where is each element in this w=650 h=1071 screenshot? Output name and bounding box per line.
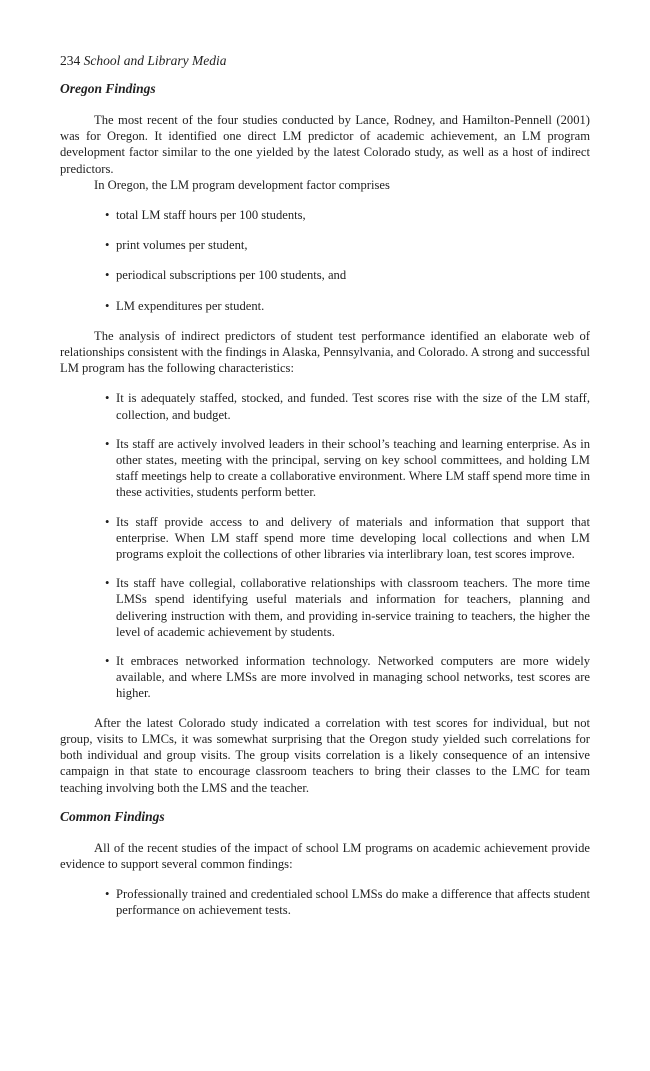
bullet-icon: •	[105, 238, 110, 253]
list-item: • It embraces networked information technology. Networked computers are more widely available, and where LMSs are more involved in managing school networks, test scores are higher.	[105, 654, 590, 701]
group-visits-paragraph: After the latest Colorado study indicated a correlation with test scores for individual, but not group, visits to LMCs, it was somewhat surprising that the Oregon study yielded such correlations for both individual and group visits. The group visits correlation is a likely consequence of an intensive campaign in that state to encourage classroom teachers to bring their classes to the LMC for team teaching involving both the LMS and the teacher.	[60, 715, 590, 795]
oregon-findings-heading: Oregon Findings	[60, 81, 156, 96]
list-item: • Professionally trained and credentialed school LMSs do make a difference that affects student performance on achievement tests.	[105, 887, 590, 918]
common-findings-heading: Common Findings	[60, 808, 165, 824]
list-item: • Its staff have collegial, collaborative relationships with classroom teachers. The more time LMSs spend identifying useful materials and information for teachers, planning and delivering instruction with them, and providing in-service training to teachers, the higher the level of academic achievement by students.	[105, 576, 590, 639]
bullet-icon: •	[105, 576, 110, 591]
bullet-icon: •	[105, 436, 110, 451]
bullet-icon: •	[105, 514, 110, 529]
factor-list	[60, 207, 590, 314]
book-page	[60, 52, 590, 932]
list-item: • periodical subscriptions per 100 students, and	[105, 268, 347, 283]
bullet-icon: •	[105, 208, 110, 223]
bullet-icon: •	[105, 654, 110, 669]
book-title: School and Library Media	[83, 53, 227, 68]
running-head	[60, 52, 590, 70]
bullet-icon: •	[105, 298, 110, 313]
page-number: 234	[60, 53, 81, 68]
characteristics-list	[60, 390, 590, 701]
list-item: • total LM staff hours per 100 students,	[105, 208, 306, 223]
common-intro-paragraph: All of the recent studies of the impact of school LM programs on academic achievement provide evidence to support several common findings:	[60, 840, 590, 871]
section-spacer	[60, 796, 590, 808]
common-findings-list	[60, 886, 590, 918]
list-item: • Its staff provide access to and delivery of materials and information that support that enterprise. When LM staff spend more time developing local collections and when LM programs exploit the collections of other libraries via interlibrary loan, test scores improve.	[105, 514, 590, 562]
list-item: • LM expenditures per student.	[105, 298, 265, 313]
bullet-icon: •	[105, 887, 110, 902]
factor-intro-paragraph: In Oregon, the LM program development factor comprises	[94, 177, 390, 192]
bullet-icon: •	[105, 391, 110, 406]
list-item: • Its staff are actively involved leaders in their school’s teaching and learning enterprise. As in other states, meeting with the principal, serving on key school committees, and holding LM staff meetings help to create a collaborative environment. Where LM staff spend more time in these activities, students perform better.	[105, 436, 590, 500]
list-item: • print volumes per student,	[105, 238, 248, 253]
bullet-icon: •	[105, 268, 110, 283]
indirect-predictors-paragraph: The analysis of indirect predictors of student test performance identified an elaborate web of relationships consistent with the findings in Alaska, Pennsylvania, and Colorado. A strong and successful LM program has the following characteristics:	[60, 328, 590, 376]
oregon-intro-paragraph: The most recent of the four studies conducted by Lance, Rodney, and Hamilton-Pennell (2001) was for Oregon. It identified one direct LM predictor of academic achievement, an LM program development factor similar to the one yielded by the latest Colorado study, as well as a host of indirect predictors.	[60, 113, 590, 176]
list-item: • It is adequately staffed, stocked, and funded. Test scores rise with the size of the LM staff, collection, and budget.	[105, 391, 590, 422]
